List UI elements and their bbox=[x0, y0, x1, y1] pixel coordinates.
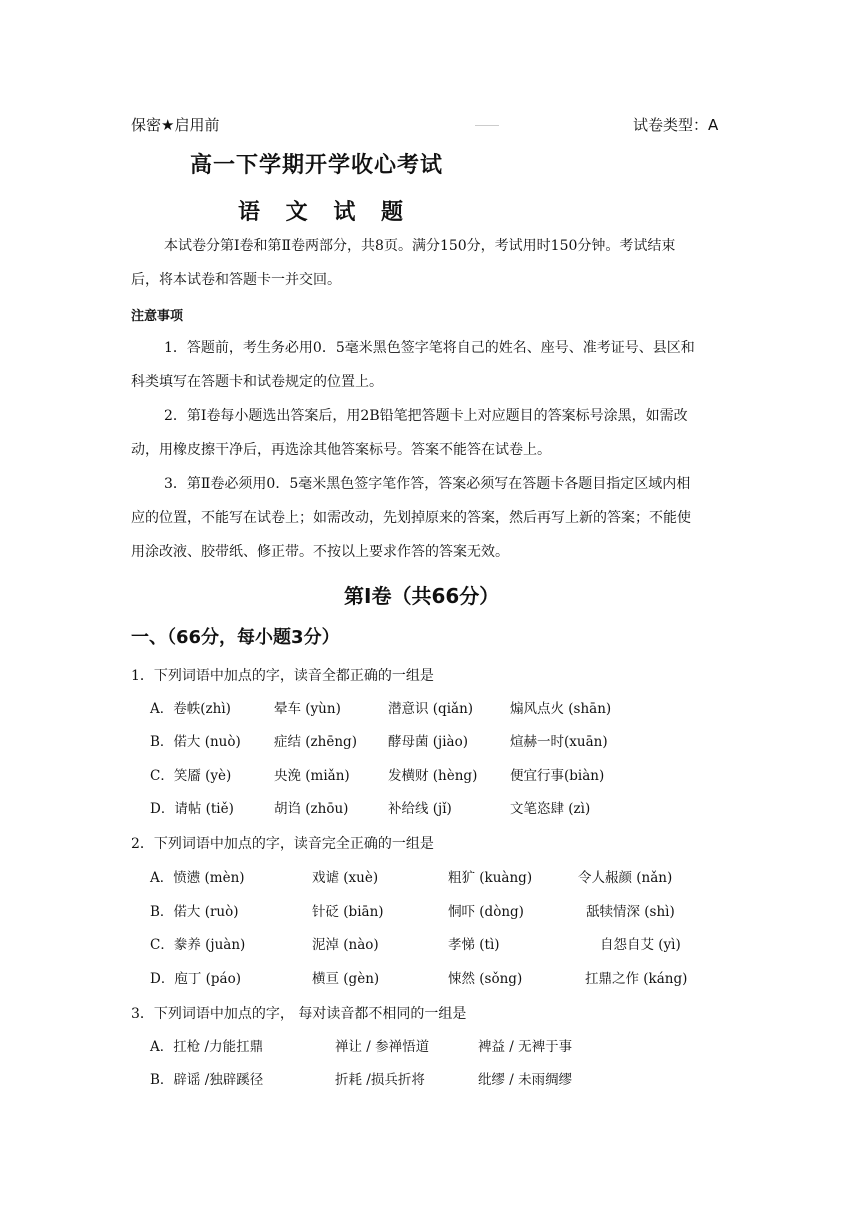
option-cell: 纰缪 / 未雨绸缪 bbox=[478, 1072, 573, 1088]
question-stem: 2．下列词语中加点的字，读音完全正确的一组是 bbox=[131, 836, 434, 852]
notice-line: 3．第Ⅱ卷必须用0．5毫米黑色签字笔作答，答案必须写在答题卡各题目指定区域内相 bbox=[164, 476, 691, 492]
option-cell: 煊赫一时(xuān) bbox=[510, 734, 608, 750]
paper-type-label: 试卷类型：A bbox=[633, 116, 719, 134]
notice-line: 动，用橡皮擦干净后，再选涂其他答案标号。答案不能答在试卷上。 bbox=[131, 442, 551, 458]
option-cell: 泥淖 (nào) bbox=[312, 937, 379, 953]
option-cell: 横亘 (gèn) bbox=[312, 971, 380, 987]
option-cell: A．扛枪 /力能扛鼎 bbox=[150, 1039, 264, 1055]
option-cell: 孝悌 (tì) bbox=[448, 937, 500, 953]
option-cell: 补给线 (jǐ) bbox=[388, 801, 452, 817]
option-cell: D．请帖 (tiě) bbox=[150, 801, 234, 817]
option-cell: 煽风点火 (shān) bbox=[510, 701, 612, 717]
option-cell: 裨益 / 无裨于事 bbox=[478, 1039, 573, 1055]
option-cell: D．庖丁 (páo) bbox=[150, 971, 241, 987]
question-stem: 1．下列词语中加点的字，读音全都正确的一组是 bbox=[131, 668, 434, 684]
option-cell: 折耗 /损兵折将 bbox=[335, 1072, 425, 1088]
section-title: 一、（66分，每小题3分） bbox=[131, 627, 340, 648]
option-cell: 令人赧颜 (nǎn) bbox=[578, 870, 673, 886]
notice-line: 用涂改液、胶带纸、修正带。不按以上要求作答的答案无效。 bbox=[131, 544, 509, 560]
intro-line-1: 本试卷分第Ⅰ卷和第Ⅱ卷两部分，共8页。满分150分，考试用时150分钟。考试结束 bbox=[164, 238, 676, 254]
option-cell: 便宜行事(biàn) bbox=[510, 768, 605, 784]
option-cell: 晕车 (yùn) bbox=[274, 701, 341, 717]
intro-line-2: 后，将本试卷和答题卡一并交回。 bbox=[131, 272, 341, 288]
exam-subtitle: 语 文 试 题 bbox=[238, 200, 403, 225]
option-cell: B．偌大 (nuò) bbox=[150, 734, 241, 750]
option-cell: C．豢养 (juàn) bbox=[150, 937, 246, 953]
option-cell: 悚然 (sǒng) bbox=[448, 971, 523, 987]
scan-mark bbox=[475, 125, 499, 126]
notice-line: 1．答题前，考生务必用0．5毫米黑色签字笔将自己的姓名、座号、准考证号、县区和 bbox=[164, 340, 695, 356]
question-stem: 3．下列词语中加点的字， 每对读音都不相同的一组是 bbox=[131, 1006, 467, 1022]
option-cell: 舐犊情深 (shì) bbox=[586, 904, 675, 920]
option-cell: 酵母菌 (jiào) bbox=[388, 734, 469, 750]
option-cell: 禅让 / 参禅悟道 bbox=[335, 1039, 430, 1055]
confidential-label: 保密★启用前 bbox=[131, 116, 220, 134]
option-cell: 央浼 (miǎn) bbox=[274, 768, 350, 784]
notice-line: 应的位置，不能写在试卷上；如需改动，先划掉原来的答案，然后再写上新的答案；不能使 bbox=[131, 510, 691, 526]
option-cell: 恫吓 (dòng) bbox=[448, 904, 524, 920]
option-cell: 胡诌 (zhōu) bbox=[274, 801, 349, 817]
option-cell: A．愤懑 (mèn) bbox=[150, 870, 245, 886]
option-cell: C．笑靥 (yè) bbox=[150, 768, 232, 784]
option-cell: 症结 (zhēng) bbox=[274, 734, 357, 750]
option-cell: B．辟谣 /独辟蹊径 bbox=[150, 1072, 264, 1088]
option-cell: 文笔恣肆 (zì) bbox=[510, 801, 591, 817]
notice-line: 2．第Ⅰ卷每小题选出答案后，用2B铅笔把答题卡上对应题目的答案标号涂黑，如需改 bbox=[164, 408, 688, 424]
notice-title: 注意事项 bbox=[131, 309, 184, 324]
option-cell: 自怨自艾 (yì) bbox=[600, 937, 681, 953]
option-cell: A．卷帙(zhì) bbox=[150, 701, 231, 717]
option-cell: 戏谑 (xuè) bbox=[312, 870, 379, 886]
part-title: 第Ⅰ卷（共66分） bbox=[344, 584, 500, 608]
option-cell: 针砭 (biān) bbox=[312, 904, 384, 920]
option-cell: 发横财 (hèng) bbox=[388, 768, 478, 784]
option-cell: 粗犷 (kuàng) bbox=[448, 870, 533, 886]
option-cell: B．偌大 (ruò) bbox=[150, 904, 239, 920]
notice-line: 科类填写在答题卡和试卷规定的位置上。 bbox=[131, 374, 383, 390]
option-cell: 扛鼎之作 (káng) bbox=[585, 971, 688, 987]
exam-title: 高一下学期开学收心考试 bbox=[190, 153, 444, 178]
option-cell: 潜意识 (qiǎn) bbox=[388, 701, 474, 717]
